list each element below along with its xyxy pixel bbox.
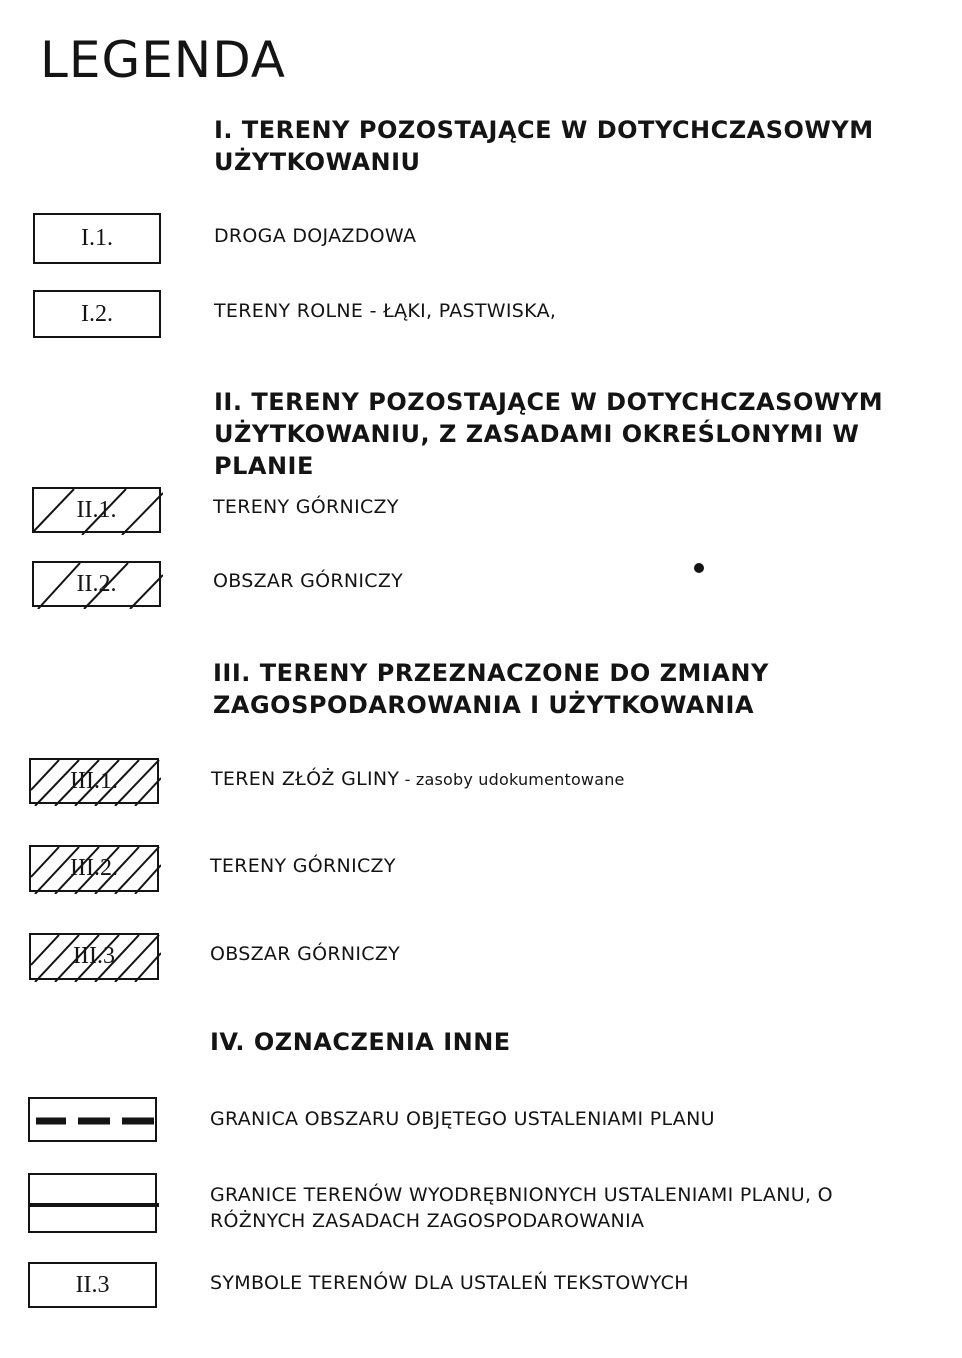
section-3-heading — [213, 657, 769, 721]
item-iii2-label: TERENY GÓRNICZY — [210, 855, 396, 877]
item-iii3-label: OBSZAR GÓRNICZY — [210, 943, 401, 965]
section-1-heading-line1: I. TERENY POZOSTAJĄCE W DOTYCHCZASOWYM — [214, 116, 874, 144]
item-iv2-label-line2: RÓŻNYCH ZASADACH ZAGOSPODAROWANIA — [210, 1210, 645, 1232]
solid-line-pattern — [30, 1175, 159, 1235]
symbol-iii3-code: III.3 — [73, 943, 115, 969]
section-3-heading-line1: III. TERENY PRZEZNACZONE DO ZMIANY — [213, 659, 769, 687]
symbol-iii2-code: III.2. — [70, 855, 118, 881]
symbol-iii3-box — [29, 933, 159, 980]
symbol-i1-code: I.1. — [81, 225, 113, 251]
section-2-heading-line2: UŻYTKOWANIU, Z ZASADAMI OKREŚLONYMI W PLANIE — [214, 420, 860, 480]
item-ii1-label: TERENY GÓRNICZY — [213, 496, 399, 518]
section-1-heading-line2: UŻYTKOWANIU — [214, 148, 421, 176]
symbol-boundary-solid — [28, 1173, 157, 1233]
item-i2-label: TERENY ROLNE - ŁĄKI, PASTWISKA, — [214, 300, 557, 322]
legend-title: LEGENDA — [40, 31, 287, 89]
symbol-ii2-box — [32, 561, 161, 607]
section-3-heading-line2: ZAGOSPODAROWANIA I UŻYTKOWANIA — [213, 691, 755, 719]
symbol-boundary-dashed — [28, 1097, 157, 1142]
symbol-ii2-code: II.2. — [76, 570, 117, 597]
symbol-i2-code: I.2. — [81, 300, 113, 327]
item-iii1-label-suffix: - zasoby udokumentowane — [399, 770, 625, 789]
section-1-heading — [214, 114, 874, 178]
item-ii2-label: OBSZAR GÓRNICZY — [213, 570, 404, 592]
symbol-ii1-code: II.1. — [76, 496, 117, 523]
item-iv3-label: SYMBOLE TERENÓW DLA USTALEŃ TEKSTOWYCH — [210, 1272, 689, 1294]
section-4-heading: IV. OZNACZENIA INNE — [210, 1028, 511, 1056]
symbol-iii1-box — [29, 758, 159, 804]
item-i1-label: DROGA DOJAZDOWA — [214, 225, 417, 247]
symbol-iii2-box — [29, 845, 159, 892]
stray-dot-mark — [694, 563, 704, 573]
item-iii1-label — [211, 766, 625, 793]
symbol-text-code-box — [28, 1262, 157, 1308]
item-iii1-label-main: TEREN ZŁÓŻ GLINY — [211, 768, 400, 790]
symbol-i1-box — [33, 213, 161, 264]
item-iv2-label — [210, 1182, 833, 1234]
symbol-i2-box — [33, 290, 161, 338]
section-2-heading — [214, 386, 962, 482]
symbol-iii1-code: III.1. — [70, 767, 118, 794]
dashed-line-pattern — [30, 1099, 159, 1144]
item-iv2-label-line1: GRANICE TERENÓW WYODRĘBNIONYCH USTALENIAMI PLANU, O — [210, 1184, 833, 1206]
item-iv1-label: GRANICA OBSZARU OBJĘTEGO USTALENIAMI PLANU — [210, 1108, 715, 1130]
section-2-heading-line1: II. TERENY POZOSTAJĄCE W DOTYCHCZASOWYM — [214, 388, 884, 416]
symbol-text-code: II.3 — [75, 1271, 110, 1298]
symbol-ii1-box — [32, 487, 161, 533]
